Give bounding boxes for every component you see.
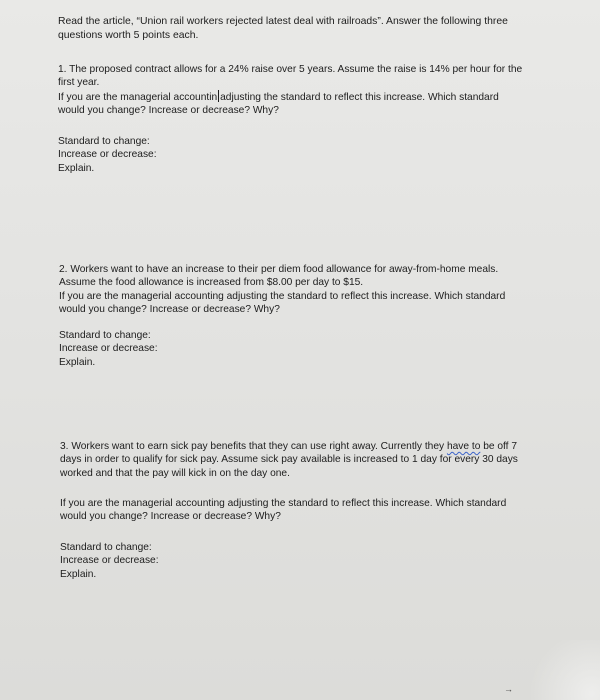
question-1-line-4: would you change? Increase or decrease? Why? [58,105,279,117]
spellcheck-underline: have to [446,441,481,452]
question-2-line-2: Assume the food allowance is increased from $8.00 per day to $15. [59,277,364,289]
question-3-line-4: If you are the managerial accounting adjusting the standard to reflect this increase. Which standard [60,498,507,509]
footer-mark: → [504,684,513,694]
answer-2-explain: Explain. [59,356,96,368]
answer-2-standard: Standard to change: [59,330,151,341]
answer-2 [59,329,569,369]
question-3-line-5: would you change? Increase or decrease? Why? [60,511,281,523]
question-1-line-2: first year. [58,77,100,89]
intro-instructions [58,15,568,42]
answer-2-direction: Increase or decrease: [59,343,158,355]
question-1-line-1: 1. The proposed contract allows for a 24% raise over 5 years. Assume the raise is 14% per hour for the [58,64,523,75]
answer-1 [58,135,568,175]
text-cursor [218,90,219,102]
question-1-line-3b: adjusting the standard to reflect this increase. Which standard [220,91,499,103]
question-2-line-1: 2. Workers want to have an increase to their per diem food allowance for away-from-home meals. [59,264,499,275]
question-3-line-3: worked and that the pay will kick in on the day one. [60,467,290,479]
intro-line-2: questions worth 5 points each. [58,29,199,41]
answer-1-direction: Increase or decrease: [58,149,157,161]
question-1-line-3a: If you are the managerial accountin [58,91,218,103]
corner-glare [520,640,600,700]
answer-3-explain: Explain. [60,568,97,580]
question-2 [59,263,569,317]
intro-line-1: Read the article, “Union rail workers rejected latest deal with railroads”. Answer the following three [58,16,508,27]
answer-1-explain: Explain. [58,162,95,174]
answer-3-direction: Increase or decrease: [60,555,159,567]
question-1 [58,63,568,118]
question-1-line-3 [58,90,568,104]
answer-3 [60,541,570,581]
question-3-line-1 [60,440,570,453]
question-3-line-2: days in order to qualify for sick pay. Assume sick pay available is increased to 1 day for every 30 days [60,454,518,466]
answer-3-standard: Standard to change: [60,542,152,553]
answer-1-standard: Standard to change: [58,136,150,147]
question-3-line-1a: 3. Workers want to earn sick pay benefits that they can use right away. Currently they [60,441,447,452]
question-2-line-4: would you change? Increase or decrease? Why? [59,304,280,316]
question-3-line-1c: be off 7 [480,441,517,452]
question-3-prompt [60,497,570,524]
question-2-line-3: If you are the managerial accounting adjusting the standard to reflect this increase. Which standard [59,290,506,302]
question-3 [60,440,570,480]
